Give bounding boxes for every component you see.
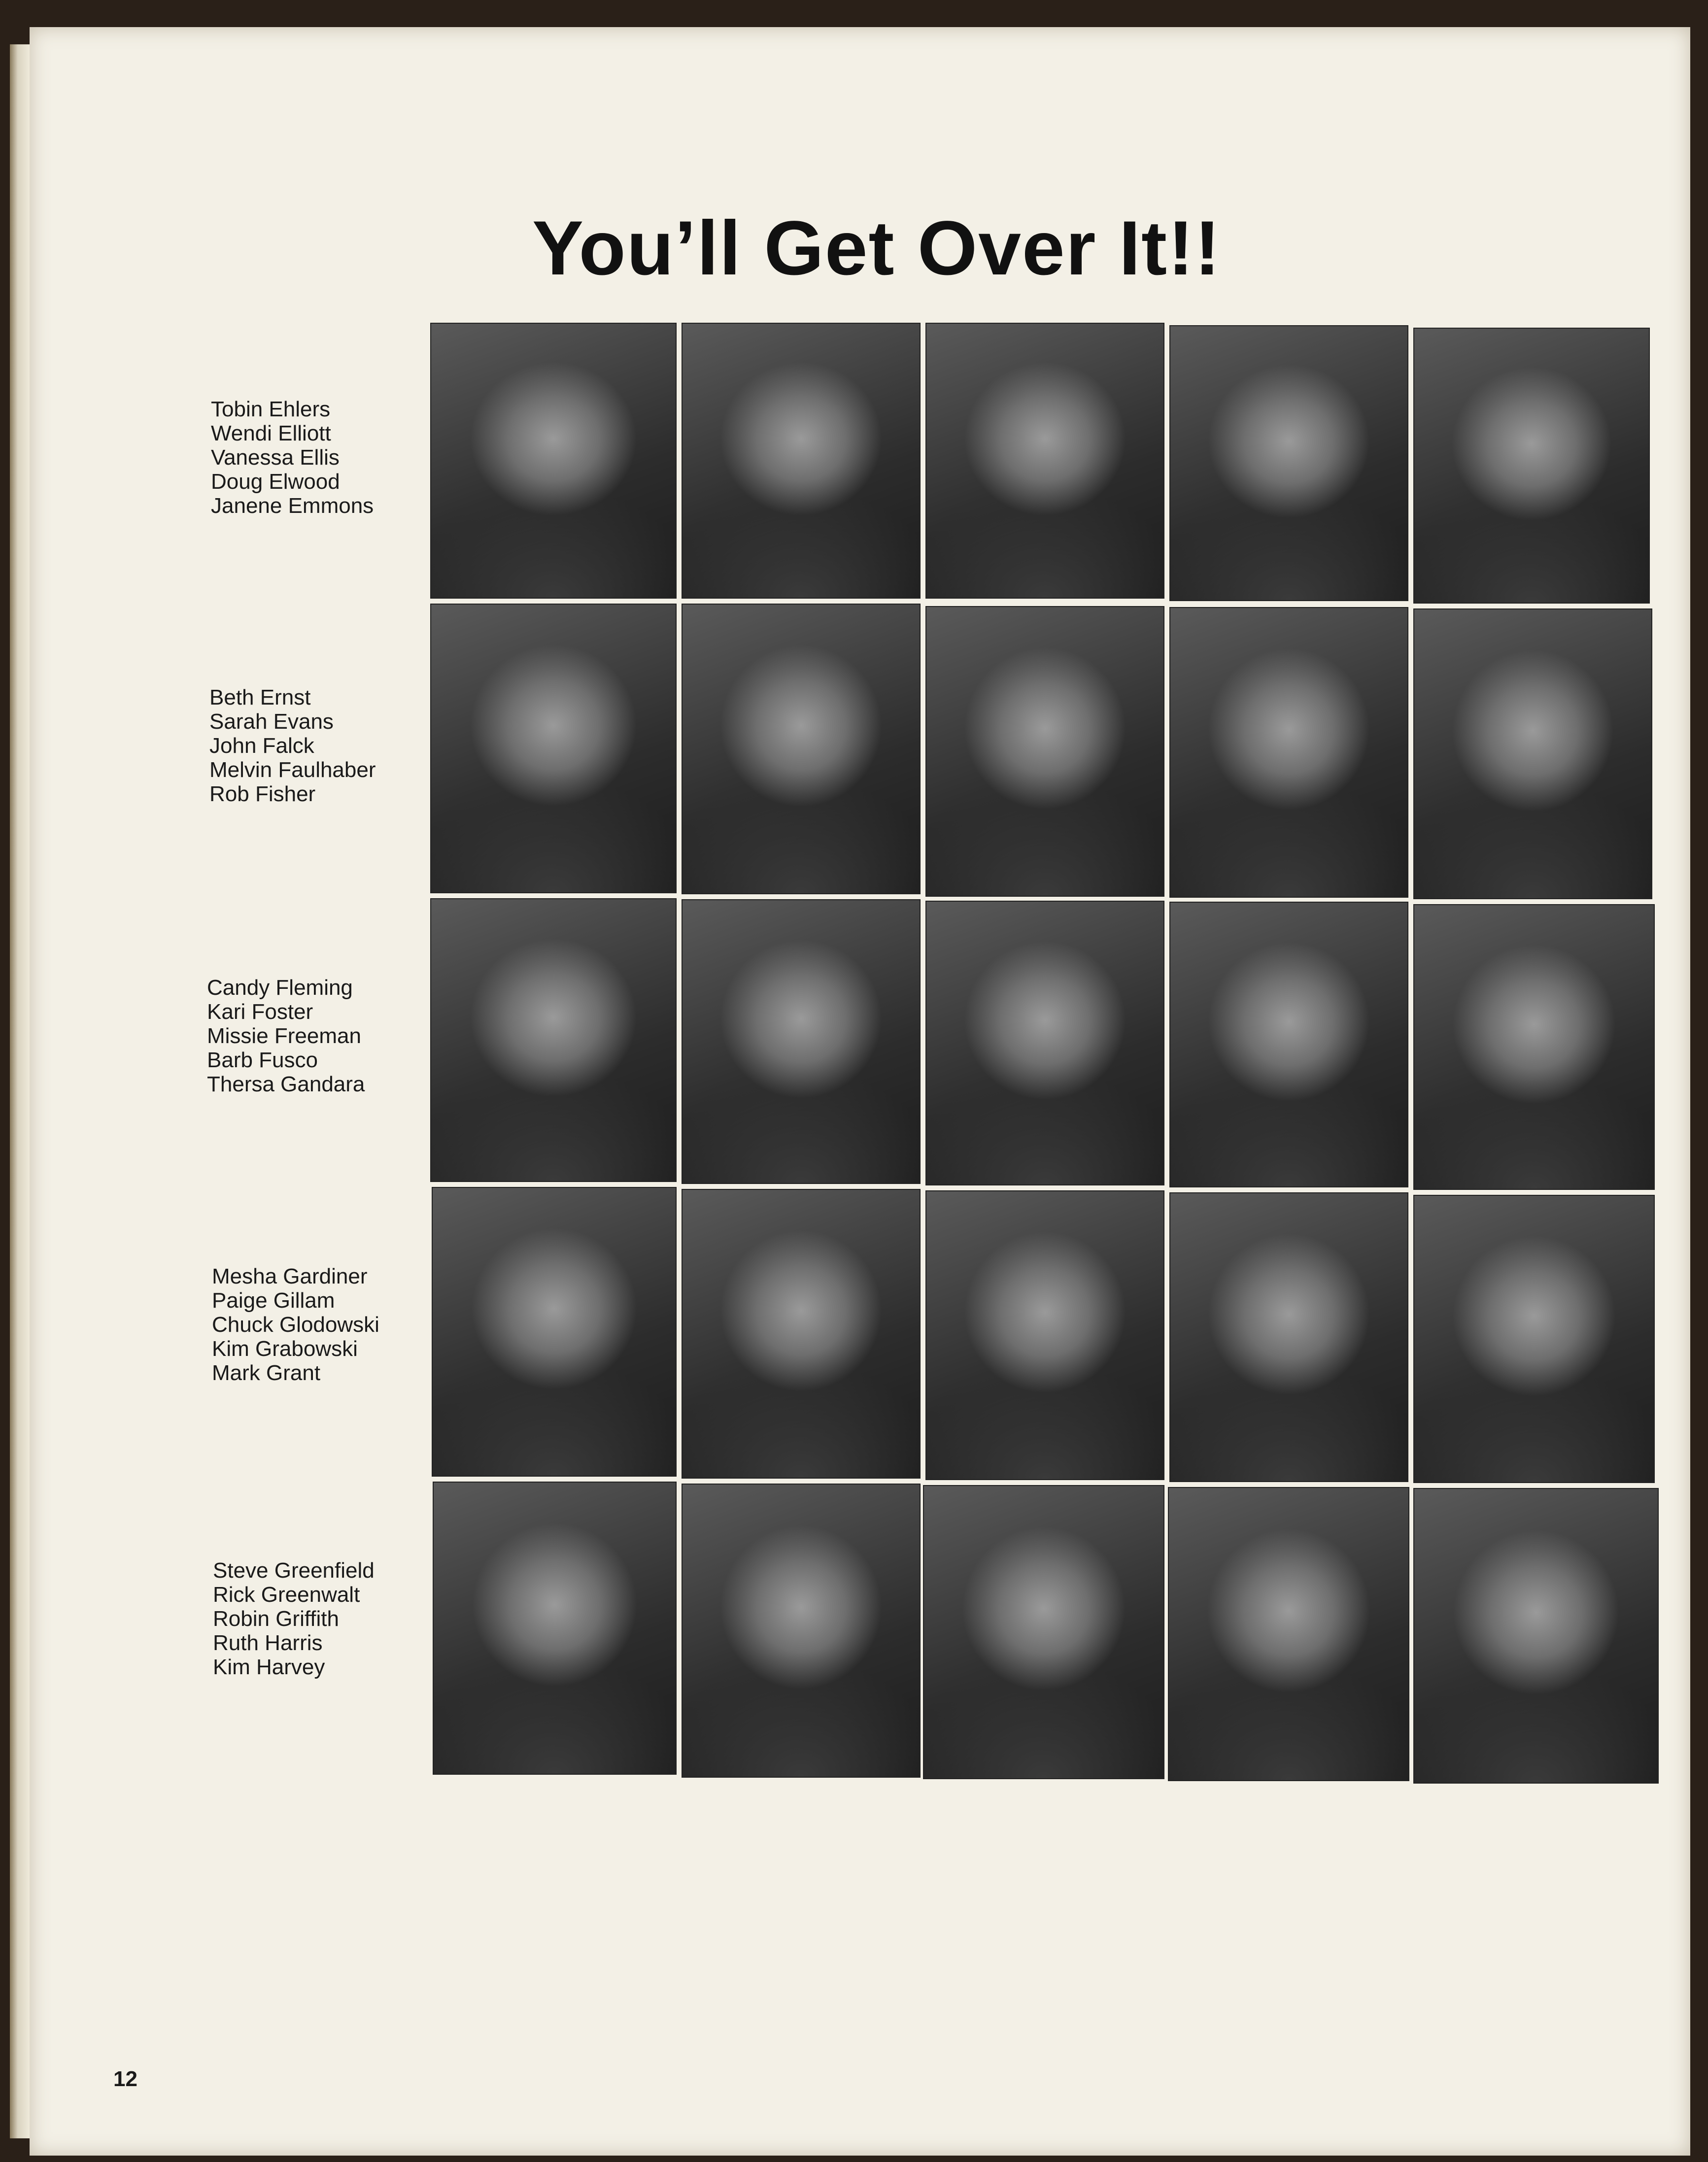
student-name: Melvin Faulhaber [209,758,376,782]
name-list-row-3 [207,976,365,1096]
student-name: Vanessa Ellis [211,445,340,470]
student-name: John Falck [209,734,314,758]
student-name: Candy Fleming [207,976,353,1000]
student-photo [1169,902,1408,1187]
student-name: Steve Greenfield [213,1558,375,1583]
student-name: Kim Grabowski [212,1337,358,1361]
student-name: Tobin Ehlers [211,397,331,421]
student-name: Kim Harvey [213,1655,325,1679]
student-photo [430,898,677,1182]
student-photo [1169,325,1408,601]
name-list-row-5 [213,1558,375,1679]
student-photo [923,1485,1164,1779]
student-photo [682,604,921,894]
student-photo [433,1482,677,1775]
student-photo [925,901,1164,1185]
student-photo [430,604,677,893]
student-name: Beth Ernst [209,685,311,709]
student-name: Thersa Gandara [207,1072,365,1096]
student-name: Rob Fisher [209,782,316,806]
student-photo [682,1484,921,1778]
name-list-row-1 [211,397,374,518]
student-name: Paige Gillam [212,1288,335,1313]
name-list-row-2 [209,685,376,806]
student-photo [925,323,1164,599]
student-name: Wendi Elliott [211,421,331,445]
student-name: Ruth Harris [213,1631,323,1655]
student-name: Rick Greenwalt [213,1583,360,1607]
student-photo [1169,607,1408,898]
student-photo [682,1189,921,1479]
name-list-row-4 [212,1264,379,1385]
page-binding-edge [10,44,30,2138]
student-photo [1169,1192,1408,1482]
page-number: 12 [113,2067,137,2091]
student-photo [1413,1488,1659,1784]
student-photo [925,1190,1164,1480]
student-name: Chuck Glodowski [212,1313,379,1337]
student-name: Doug Elwood [211,470,340,494]
student-name: Mesha Gardiner [212,1264,368,1288]
student-photo [1413,328,1650,604]
student-name: Robin Griffith [213,1607,339,1631]
student-name: Barb Fusco [207,1048,318,1072]
student-photo [1413,608,1652,899]
student-name: Janene Emmons [211,494,374,518]
student-name: Sarah Evans [209,709,334,734]
student-photo [682,899,921,1184]
student-name: Mark Grant [212,1361,321,1385]
student-photo [682,323,921,599]
student-photo [432,1187,677,1477]
student-photo [1168,1487,1409,1781]
student-photo [1413,1195,1655,1483]
student-name: Kari Foster [207,1000,313,1024]
student-name: Missie Freeman [207,1024,361,1048]
student-photo [430,323,677,599]
page-title: You’ll Get Over It!! [532,205,1221,291]
student-photo [925,606,1164,897]
student-photo [1413,904,1655,1190]
